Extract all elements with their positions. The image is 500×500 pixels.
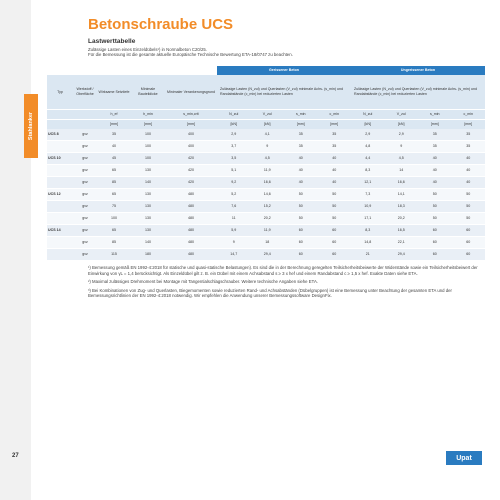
- unit-cell-3: [mm]: [131, 120, 165, 130]
- row-value: 60: [284, 249, 318, 261]
- symbol-row: [47, 110, 485, 120]
- row-value: 40: [97, 141, 131, 153]
- row-value: 65: [97, 189, 131, 201]
- row-value: 21: [351, 249, 385, 261]
- row-value: 60: [284, 225, 318, 237]
- row-value: 35: [318, 129, 352, 141]
- row-value: 130: [131, 201, 165, 213]
- table-row: [47, 213, 485, 225]
- row-value: 420: [165, 177, 217, 189]
- row-value: 12,1: [351, 177, 385, 189]
- row-value: 60: [418, 225, 452, 237]
- intro-line-1: Zulässige Lasten eines Einzeldübels¹) in Normalbeton C20/25.: [88, 47, 207, 52]
- row-value: 75: [97, 201, 131, 213]
- row-value: 85: [97, 177, 131, 189]
- row-value: 18,3: [385, 201, 419, 213]
- row-value: 8,3: [351, 165, 385, 177]
- row-value: 100: [97, 213, 131, 225]
- row-value: 100: [131, 129, 165, 141]
- row-value: 35: [452, 141, 486, 153]
- row-type: [47, 141, 73, 153]
- symbol-cell-11: s_min: [418, 110, 452, 120]
- row-value: 3,7: [217, 141, 251, 153]
- row-value: 85: [97, 237, 131, 249]
- row-value: 50: [318, 213, 352, 225]
- row-value: gvz: [73, 189, 97, 201]
- row-type: [47, 177, 73, 189]
- row-value: 15,2: [251, 201, 285, 213]
- row-value: 2,9: [351, 129, 385, 141]
- row-value: 4,5: [251, 153, 285, 165]
- row-value: 60: [452, 249, 486, 261]
- unit-cell-2: [mm]: [97, 120, 131, 130]
- row-value: 40: [318, 165, 352, 177]
- page-title: Betonschraube UCS: [88, 16, 234, 33]
- row-value: 65: [97, 165, 131, 177]
- row-value: 9: [251, 141, 285, 153]
- row-value: 480: [165, 201, 217, 213]
- table-row: [47, 237, 485, 249]
- row-value: 9: [385, 141, 419, 153]
- side-tab: [24, 94, 38, 158]
- row-value: 60: [318, 225, 352, 237]
- row-value: 480: [165, 213, 217, 225]
- row-value: 5,1: [217, 165, 251, 177]
- row-type: [47, 249, 73, 261]
- row-type: [47, 213, 73, 225]
- row-value: 40: [284, 165, 318, 177]
- row-value: 14: [385, 165, 419, 177]
- symbol-cell-3: h_min: [131, 110, 165, 120]
- row-value: 100: [131, 141, 165, 153]
- row-value: 22,1: [385, 237, 419, 249]
- row-value: 11,9: [251, 165, 285, 177]
- load-table: [47, 66, 485, 261]
- row-value: 35: [452, 129, 486, 141]
- row-value: 7,6: [217, 201, 251, 213]
- table-row: [47, 153, 485, 165]
- row-value: 16,6: [251, 177, 285, 189]
- row-value: 60: [452, 237, 486, 249]
- row-value: gvz: [73, 201, 97, 213]
- row-value: 16,5: [385, 225, 419, 237]
- row-value: 40: [418, 177, 452, 189]
- row-value: 50: [418, 201, 452, 213]
- row-value: 50: [452, 189, 486, 201]
- row-value: 140: [131, 237, 165, 249]
- row-value: 130: [131, 213, 165, 225]
- row-value: 480: [165, 225, 217, 237]
- row-value: 40: [452, 165, 486, 177]
- row-value: 7,3: [351, 189, 385, 201]
- row-value: 40: [284, 153, 318, 165]
- group-header-cracked: Gerissener Beton: [217, 66, 351, 75]
- row-value: 480: [165, 189, 217, 201]
- table-row: [47, 201, 485, 213]
- row-value: 5,2: [217, 189, 251, 201]
- row-value: 35: [97, 129, 131, 141]
- left-sidebar: [0, 0, 31, 500]
- row-value: 100: [131, 153, 165, 165]
- row-value: 50: [452, 213, 486, 225]
- unit-cell-5: [kN]: [217, 120, 251, 130]
- symbol-cell-6: V_zul: [251, 110, 285, 120]
- page-number: 27: [12, 453, 19, 459]
- row-value: 45: [97, 153, 131, 165]
- row-value: gvz: [73, 213, 97, 225]
- table-row: [47, 249, 485, 261]
- row-value: 40: [284, 177, 318, 189]
- table-row: [47, 189, 485, 201]
- row-value: 400: [165, 141, 217, 153]
- intro-text: [88, 47, 468, 58]
- row-value: 50: [418, 213, 452, 225]
- row-type: UCS 14: [47, 225, 73, 237]
- row-value: 14,6: [251, 189, 285, 201]
- row-value: 29,4: [251, 249, 285, 261]
- row-value: 40: [452, 153, 486, 165]
- row-value: gvz: [73, 165, 97, 177]
- row-value: 29,4: [385, 249, 419, 261]
- row-value: 3,5: [217, 153, 251, 165]
- symbol-cell-1: [73, 110, 97, 120]
- group-header-uncracked: Ungerissener Beton: [351, 66, 485, 75]
- symbol-cell-8: c_min: [318, 110, 352, 120]
- row-value: 9: [217, 237, 251, 249]
- row-value: 480: [165, 249, 217, 261]
- unit-cell-8: [mm]: [318, 120, 352, 130]
- col-header-embedment: Wirksame Setztiefe: [97, 75, 131, 110]
- row-value: 40: [452, 177, 486, 189]
- row-value: 16,6: [385, 177, 419, 189]
- row-value: 11,9: [251, 225, 285, 237]
- row-value: 18: [251, 237, 285, 249]
- row-value: gvz: [73, 249, 97, 261]
- row-type: UCS 8: [47, 129, 73, 141]
- row-value: 10,9: [351, 201, 385, 213]
- unit-row: [47, 120, 485, 130]
- intro-line-2: Für die Bemessung ist die gesamte aktuelle Europäische Technische Bewertung ETA-18/0747 zu beachten.: [88, 52, 293, 58]
- row-value: 40: [418, 153, 452, 165]
- row-value: 50: [284, 201, 318, 213]
- row-value: 400: [165, 129, 217, 141]
- row-type: [47, 237, 73, 249]
- row-value: 35: [284, 141, 318, 153]
- row-value: 14,1: [385, 189, 419, 201]
- row-value: gvz: [73, 225, 97, 237]
- column-header-row: [47, 75, 485, 110]
- symbol-cell-12: c_min: [452, 110, 486, 120]
- unit-cell-7: [mm]: [284, 120, 318, 130]
- unit-cell-9: [kN]: [351, 120, 385, 130]
- row-value: gvz: [73, 141, 97, 153]
- row-value: 35: [418, 129, 452, 141]
- row-value: 140: [131, 177, 165, 189]
- row-value: gvz: [73, 237, 97, 249]
- row-value: 420: [165, 165, 217, 177]
- row-value: gvz: [73, 153, 97, 165]
- unit-cell-12: [mm]: [452, 120, 486, 130]
- unit-cell-1: [73, 120, 97, 130]
- row-type: [47, 165, 73, 177]
- row-value: 50: [452, 201, 486, 213]
- row-value: 35: [284, 129, 318, 141]
- row-value: 40: [318, 153, 352, 165]
- row-value: 50: [284, 189, 318, 201]
- row-type: [47, 201, 73, 213]
- row-type: UCS 10: [47, 153, 73, 165]
- row-value: 5,9: [217, 225, 251, 237]
- symbol-cell-0: [47, 110, 73, 120]
- row-value: 40: [318, 177, 352, 189]
- row-value: 35: [318, 141, 352, 153]
- row-value: 130: [131, 225, 165, 237]
- row-value: 9,2: [217, 177, 251, 189]
- footnote-3: ³) Bei Kombinationen von Zug- und Querlasten, Biegemomenten sowie reduzierten Rand- und Achsabständen (Dübelgruppen) ist eine Bemessung unter Beachtung der gesamten ETA und der Bemessungsrichtlinien der EN 1992-4:2018 notwendig. Wir empfehlen die Anwendung unserer Bemessungssoftware DesignFix.: [88, 287, 452, 299]
- row-value: 60: [418, 249, 452, 261]
- table-row: [47, 177, 485, 189]
- row-value: 60: [418, 237, 452, 249]
- unit-cell-10: [kN]: [385, 120, 419, 130]
- col-header-cracked-loads: Zulässige Lasten (N_zul) und Querlasten (V_zul) minimale Achs- (s_min) und Randabstände (c_min) bei reduzierten Lasten: [217, 75, 351, 110]
- side-tab-label: Stahlanker: [28, 111, 34, 141]
- unit-cell-0: [47, 120, 73, 130]
- symbol-cell-7: s_min: [284, 110, 318, 120]
- unit-cell-6: [kN]: [251, 120, 285, 130]
- row-value: 2,9: [385, 129, 419, 141]
- row-value: 130: [131, 165, 165, 177]
- row-value: 60: [318, 237, 352, 249]
- footnote-1: ¹) Bemessung gemäß EN 1992-4:2018 für statische und quasi-statische Belastungen). Es sind die in der Berechnung geregelten Teilsicherheitsbeiwerte der Widerstände sowie ein Teilsicherheitsbeiwert der Einwirkung von γL = 1,4 berücksichtigt. Als Einzeldübel gilt z. B. ein Dübel mit einem Achsabstand s ≥ 3 x hef und einem Randabstand c ≥ 1,5 x hef. Exakte Daten siehe ETA.: [88, 265, 478, 276]
- row-value: 50: [318, 189, 352, 201]
- row-value: 420: [165, 153, 217, 165]
- col-header-uncracked-loads: Zulässige Lasten (N_zul) und Querlasten (V_zul) minimale Achs- (s_min) und Randabstände (c_min) bei reduzierten Lasten: [351, 75, 485, 110]
- symbol-cell-4: s_min,crit: [165, 110, 217, 120]
- col-header-min-thickness: Minimale Bauteildicke: [131, 75, 165, 110]
- row-value: 4,1: [251, 129, 285, 141]
- row-value: 20,2: [385, 213, 419, 225]
- row-value: 60: [318, 249, 352, 261]
- row-value: 17,1: [351, 213, 385, 225]
- unit-cell-11: [mm]: [418, 120, 452, 130]
- row-value: 480: [165, 237, 217, 249]
- row-value: 4,8: [351, 141, 385, 153]
- symbol-cell-9: N_zul: [351, 110, 385, 120]
- col-header-material: Werkstoff / Oberfläche: [73, 75, 97, 110]
- upat-logo: Upat: [446, 451, 482, 465]
- row-value: 4,5: [385, 153, 419, 165]
- row-value: 35: [418, 141, 452, 153]
- row-type: UCS 12: [47, 189, 73, 201]
- row-value: gvz: [73, 129, 97, 141]
- symbol-cell-10: V_zul: [385, 110, 419, 120]
- footnote-2: ²) Maximal zulässiges Drehmoment bei Montage mit Tangentialschlagschrauber. Weitere technische Angaben siehe ETA.: [88, 279, 318, 285]
- row-value: 14,8: [351, 237, 385, 249]
- row-value: 50: [418, 189, 452, 201]
- section-subtitle: Lastwerttabelle: [88, 38, 136, 45]
- row-value: 60: [452, 225, 486, 237]
- symbol-cell-5: N_zul: [217, 110, 251, 120]
- footnotes: [88, 265, 480, 302]
- row-value: 130: [131, 189, 165, 201]
- row-value: 115: [97, 249, 131, 261]
- row-value: 40: [418, 165, 452, 177]
- col-header-min-anchorage: Minimaler Verankerungsgrund: [165, 75, 217, 110]
- row-value: 11: [217, 213, 251, 225]
- table-row: [47, 165, 485, 177]
- group-header-row: [47, 66, 485, 75]
- symbol-cell-2: h_ef: [97, 110, 131, 120]
- row-value: 50: [318, 201, 352, 213]
- row-value: 60: [284, 237, 318, 249]
- row-value: 65: [97, 225, 131, 237]
- table-row: [47, 225, 485, 237]
- row-value: 2,9: [217, 129, 251, 141]
- unit-cell-4: [mm]: [165, 120, 217, 130]
- table-body: [47, 129, 485, 261]
- row-value: gvz: [73, 177, 97, 189]
- row-value: 8,3: [351, 225, 385, 237]
- row-value: 14,7: [217, 249, 251, 261]
- row-value: 50: [284, 213, 318, 225]
- row-value: 4,4: [351, 153, 385, 165]
- table-row: [47, 129, 485, 141]
- col-header-type: Typ: [47, 75, 73, 110]
- row-value: 180: [131, 249, 165, 261]
- row-value: 20,2: [251, 213, 285, 225]
- table-row: [47, 141, 485, 153]
